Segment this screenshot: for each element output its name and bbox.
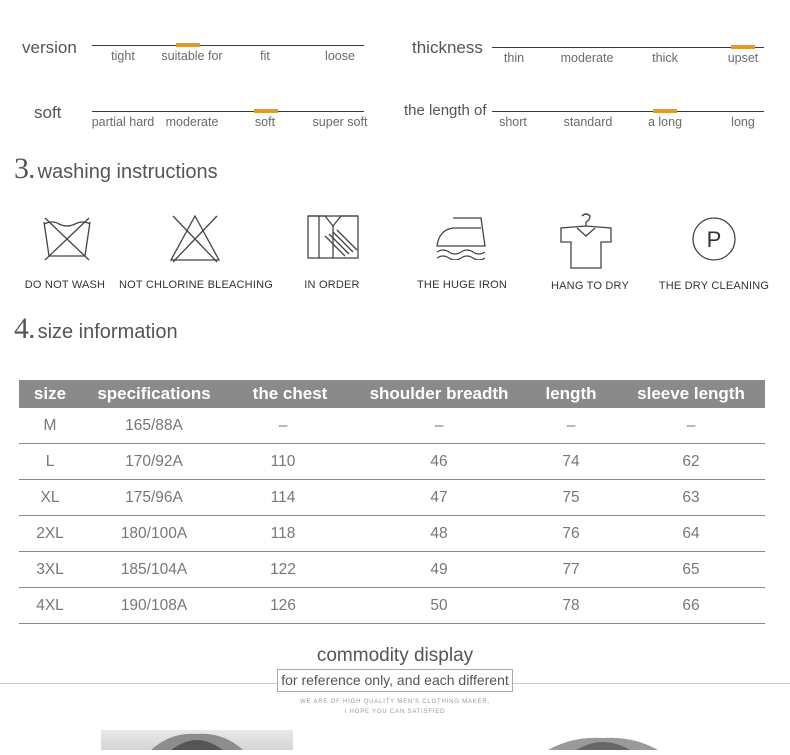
divider [0, 683, 277, 684]
section-dot: . [29, 161, 35, 183]
section-number: 4 [14, 312, 29, 345]
sweater-collar-image [101, 730, 293, 750]
table-cell: 46 [353, 444, 525, 480]
divider [513, 683, 790, 684]
table-cell: L [19, 444, 81, 480]
table-row [19, 444, 765, 480]
table-cell: 49 [353, 552, 525, 588]
product-photo [101, 730, 293, 750]
column-header: shoulder breadth [353, 380, 525, 408]
table-cell: 63 [617, 480, 765, 516]
table-row [19, 516, 765, 552]
table-cell: 48 [353, 516, 525, 552]
column-header: length [525, 380, 617, 408]
size-section-title [14, 312, 178, 346]
section-dot: . [29, 321, 35, 343]
table-cell: 77 [525, 552, 617, 588]
commodity-tagline: WE ARE OF HIGH QUALITY MEN'S CLOTHING MAKER, [300, 699, 490, 705]
commodity-tagline: I HOPE YOU CAN SATISFIED [344, 709, 446, 715]
table-cell: 66 [617, 588, 765, 624]
table-cell: 126 [227, 588, 353, 624]
wash-label: THE DRY CLEANING [658, 280, 770, 292]
scale-line-soft [92, 111, 364, 112]
commodity-subtitle: for reference only, and each different [277, 669, 513, 692]
table-cell: 62 [617, 444, 765, 480]
table-row [19, 588, 765, 624]
table-cell: 75 [525, 480, 617, 516]
table-header-row [19, 380, 765, 408]
scale-label-thickness: thickness [412, 38, 483, 57]
column-header: sleeve length [617, 380, 765, 408]
scale-tick: moderate [165, 115, 219, 129]
scale-marker-length [653, 109, 677, 113]
table-cell: – [617, 408, 765, 444]
dry-clean [639, 212, 789, 264]
table-cell: – [525, 408, 617, 444]
no-chlorine-bleach-icon [167, 212, 223, 266]
column-header: specifications [81, 380, 227, 408]
no-chlorine-bleach [120, 212, 270, 266]
scale-line-thickness [492, 47, 764, 48]
table-cell: 47 [353, 480, 525, 516]
column-header: the chest [227, 380, 353, 408]
table-cell: 76 [525, 516, 617, 552]
table-cell: 74 [525, 444, 617, 480]
scale-line-length [492, 111, 764, 112]
scale-label-version: version [22, 38, 77, 57]
table-cell: M [19, 408, 81, 444]
scale-tick: standard [563, 115, 613, 129]
scale-tick: super soft [312, 115, 368, 129]
table-cell: 50 [353, 588, 525, 624]
table-cell: 170/92A [81, 444, 227, 480]
table-cell: 122 [227, 552, 353, 588]
table-cell: 118 [227, 516, 353, 552]
sweater-collar-image [528, 736, 678, 750]
iron-icon [433, 212, 489, 260]
table-cell: – [227, 408, 353, 444]
table-cell: 3XL [19, 552, 81, 588]
scale-tick: short [499, 115, 527, 129]
table-row [19, 552, 765, 588]
table-cell: 165/88A [81, 408, 227, 444]
wash-label: IN ORDER [304, 279, 360, 291]
scale-marker-soft [254, 109, 278, 113]
table-cell: 64 [617, 516, 765, 552]
table-cell: 180/100A [81, 516, 227, 552]
scale-tick: partial hard [91, 115, 155, 129]
scale-tick: tight [111, 49, 135, 63]
scale-tick: suitable for [161, 49, 223, 63]
table-row [19, 408, 765, 444]
scale-tick: long [731, 115, 755, 129]
scale-label-length: the length of [404, 102, 487, 119]
table-cell: 78 [525, 588, 617, 624]
section-heading: washing instructions [37, 161, 218, 183]
dry-clean-letter: P [706, 227, 722, 252]
table-cell: 175/96A [81, 480, 227, 516]
table-cell: 110 [227, 444, 353, 480]
wash-label: THE HUGE IRON [417, 279, 507, 291]
table-row [19, 480, 765, 516]
table-cell: 185/104A [81, 552, 227, 588]
scale-tick: moderate [560, 51, 614, 65]
wash-label: HANG TO DRY [551, 280, 629, 292]
table-cell: 2XL [19, 516, 81, 552]
shirt-order-icon [305, 212, 361, 262]
scale-tick: thick [652, 51, 678, 65]
product-photo [528, 736, 678, 750]
scale-tick: loose [325, 49, 355, 63]
hang-dry-icon [557, 212, 615, 270]
wash-label: DO NOT WASH [24, 279, 106, 291]
scale-label-soft: soft [34, 103, 62, 122]
table-cell: 190/108A [81, 588, 227, 624]
scale-marker-thickness [731, 45, 755, 49]
scale-tick: fit [260, 49, 270, 63]
scale-tick: thin [503, 51, 525, 65]
washing-section-title [14, 152, 218, 186]
commodity-display-title: commodity display [316, 645, 474, 666]
column-header: size [19, 380, 81, 408]
scale-line-version [92, 45, 364, 46]
do-not-wash-icon [41, 212, 93, 264]
scale-tick: a long [647, 115, 683, 129]
scale-tick: soft [254, 115, 276, 129]
dry-clean-icon [689, 212, 739, 264]
table-cell: 65 [617, 552, 765, 588]
table-cell: 4XL [19, 588, 81, 624]
section-number: 3 [14, 152, 29, 185]
wash-label: NOT CHLORINE BLEACHING [119, 279, 273, 291]
size-table [19, 380, 765, 624]
table-cell: XL [19, 480, 81, 516]
scale-tick: upset [727, 51, 759, 65]
section-heading: size information [37, 321, 178, 343]
table-cell: 114 [227, 480, 353, 516]
table-cell: – [353, 408, 525, 444]
scale-marker-version [176, 43, 200, 47]
